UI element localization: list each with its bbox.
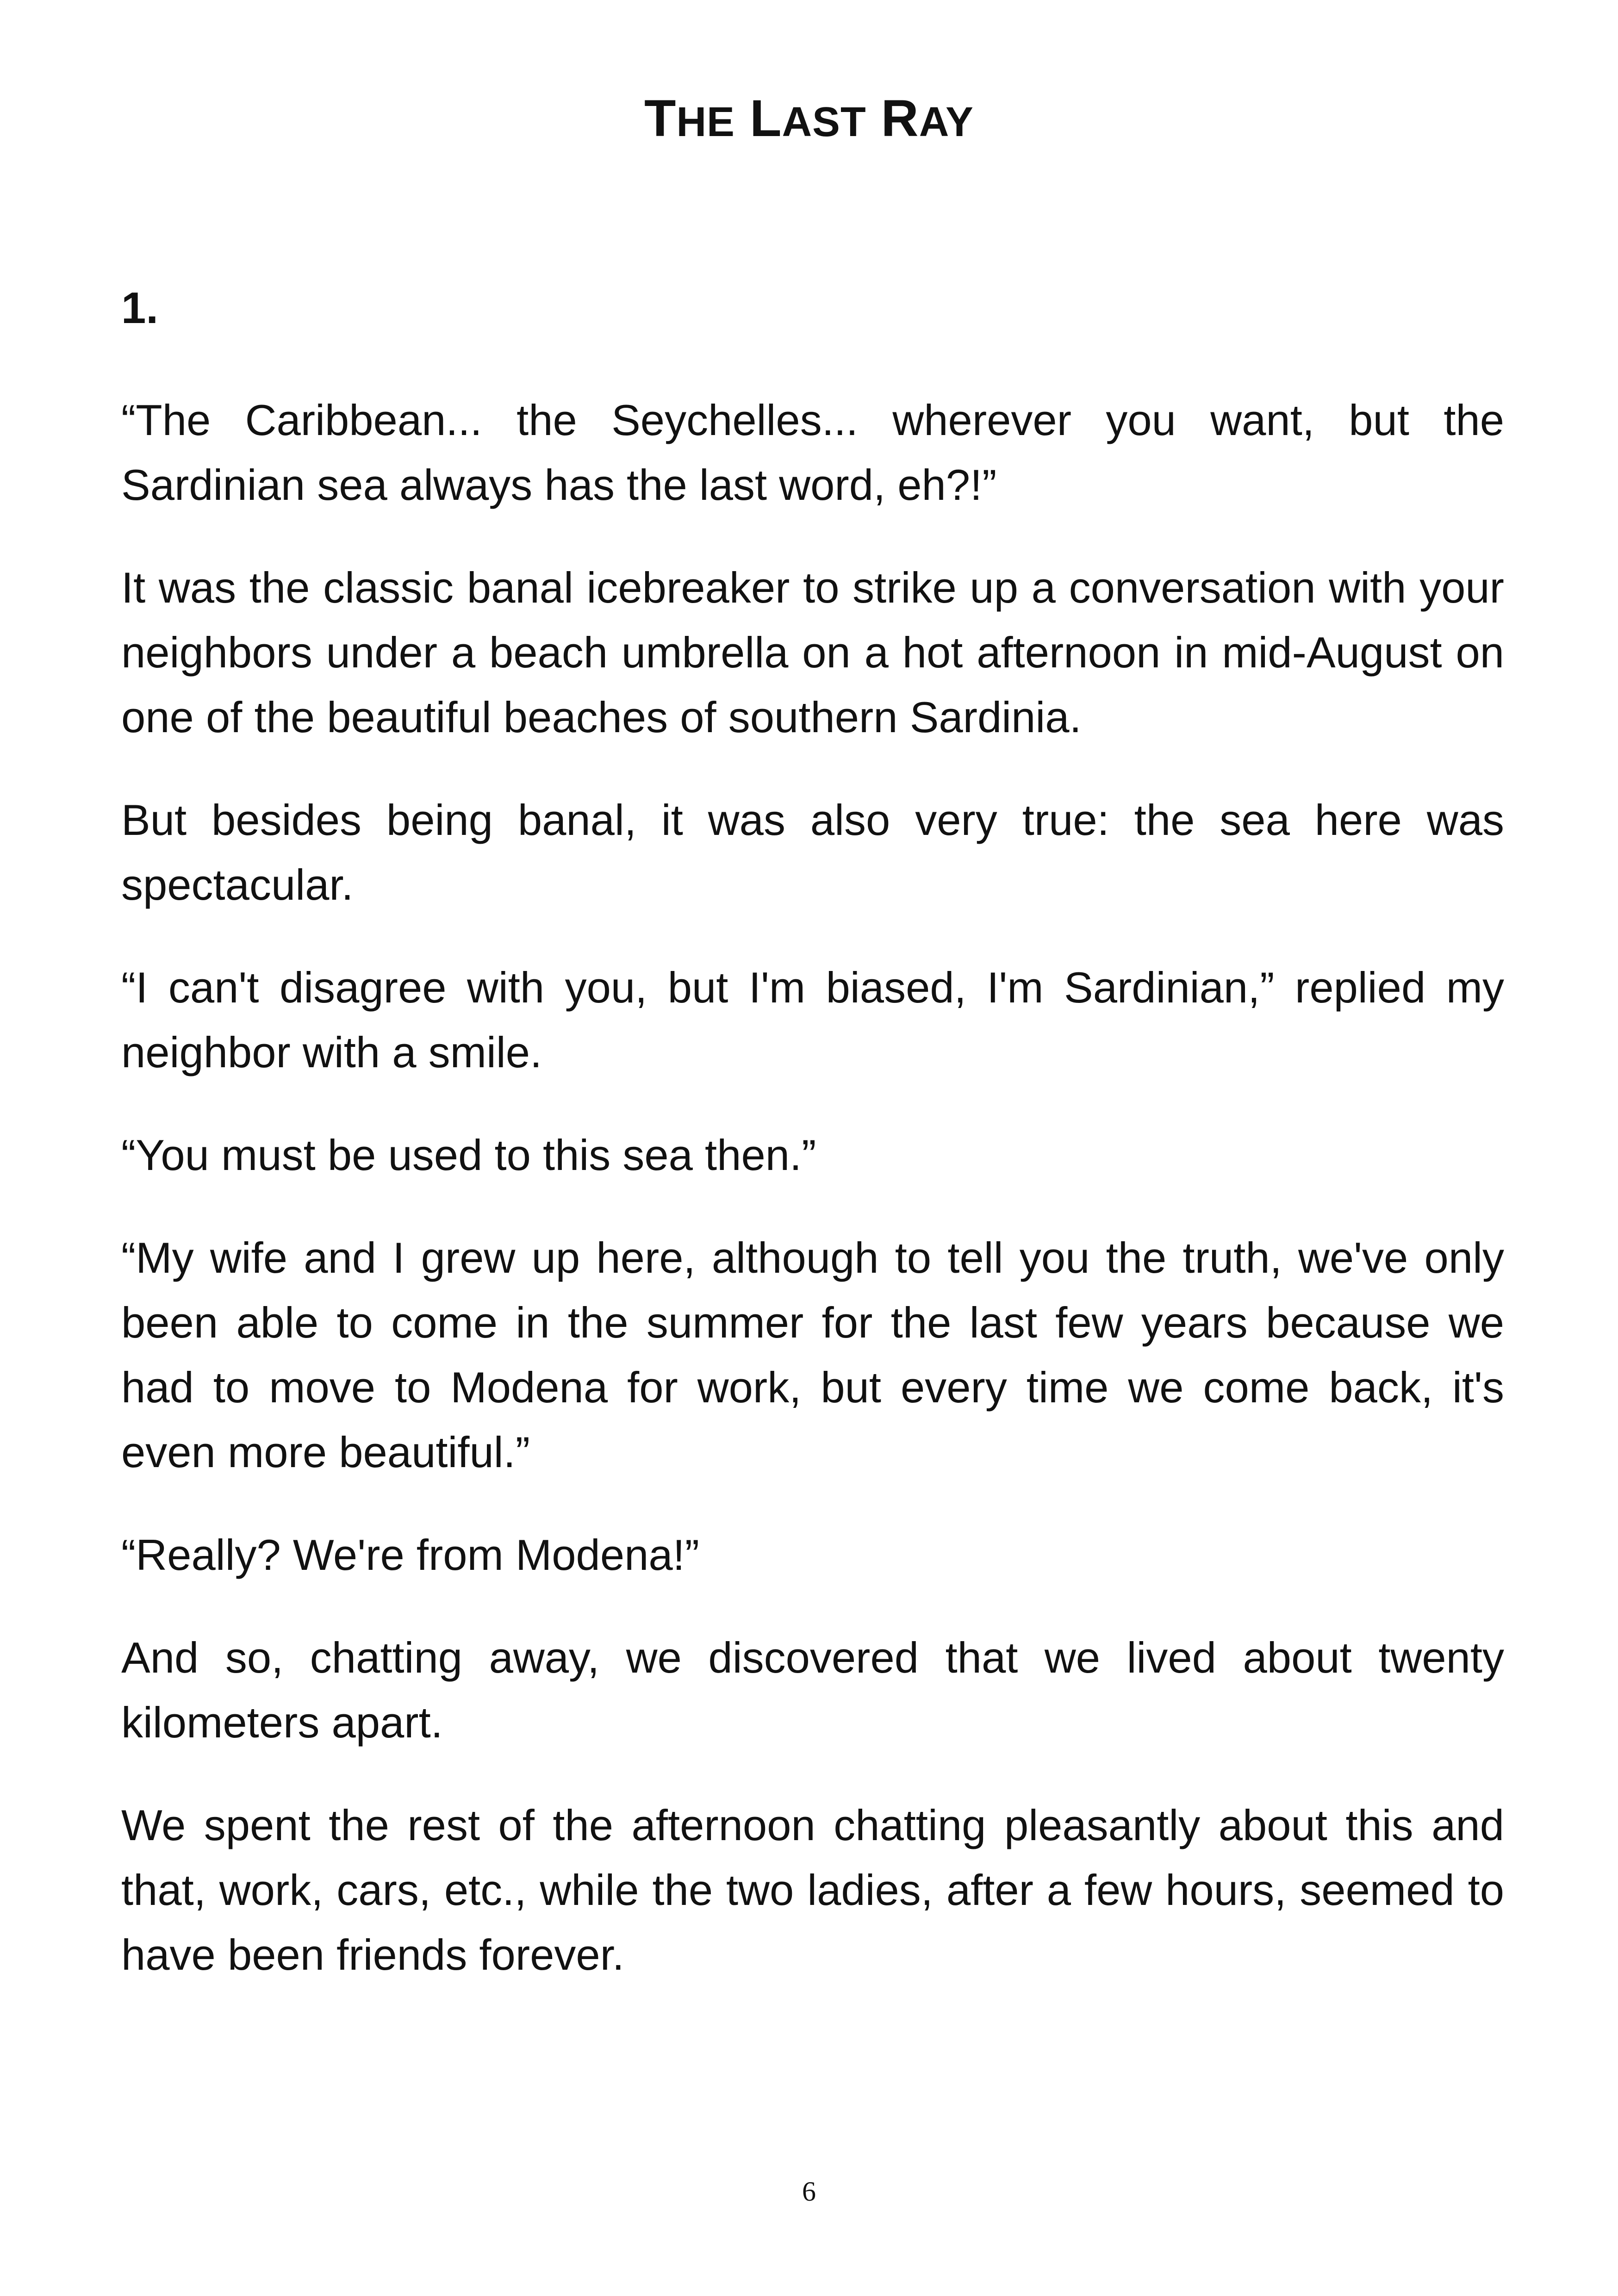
title-word-3-rest: AY bbox=[919, 99, 974, 145]
title-word-1-rest: HE bbox=[676, 99, 735, 145]
paragraph: “The Caribbean... the Seychelles... wherever you want, but the Sardinian sea always has the last word, eh?!” bbox=[121, 396, 1504, 509]
paragraph: “Really? We're from Modena!” bbox=[121, 1531, 700, 1579]
body-text bbox=[121, 388, 1504, 2025]
paragraph: “You must be used to this sea then.” bbox=[121, 1131, 816, 1179]
title-word-1-initial: T bbox=[644, 89, 677, 147]
paragraph: “I can't disagree with you, but I'm biased, I'm Sardinian,” replied my neighbor with a smile. bbox=[121, 963, 1504, 1076]
paragraph: “My wife and I grew up here, although to tell you the truth, we've only been able to come in the summer for the last few years because we had to move to Modena for work, but every time we come back, it's even more beautiful.” bbox=[121, 1233, 1504, 1476]
title-word-2-rest: AST bbox=[782, 99, 866, 145]
chapter-heading: 1. bbox=[121, 283, 159, 333]
paragraph: We spent the rest of the afternoon chatting pleasantly about this and that, work, cars, etc., while the two ladies, after a few hours, seemed to have been friends forever. bbox=[121, 1801, 1504, 1979]
page-title bbox=[0, 89, 1618, 147]
title-word-3-initial: R bbox=[881, 89, 919, 147]
paragraph: But besides being banal, it was also very true: the sea here was spectacular. bbox=[121, 796, 1504, 909]
paragraph: And so, chatting away, we discovered that we lived about twenty kilometers apart. bbox=[121, 1633, 1504, 1747]
page-number: 6 bbox=[802, 2176, 816, 2207]
title-word-2-initial: L bbox=[750, 89, 782, 147]
paragraph: It was the classic banal icebreaker to strike up a conversation with your neighbors under a beach umbrella on a hot afternoon in mid-August on one of the beautiful beaches of southern Sardinia. bbox=[121, 563, 1504, 741]
